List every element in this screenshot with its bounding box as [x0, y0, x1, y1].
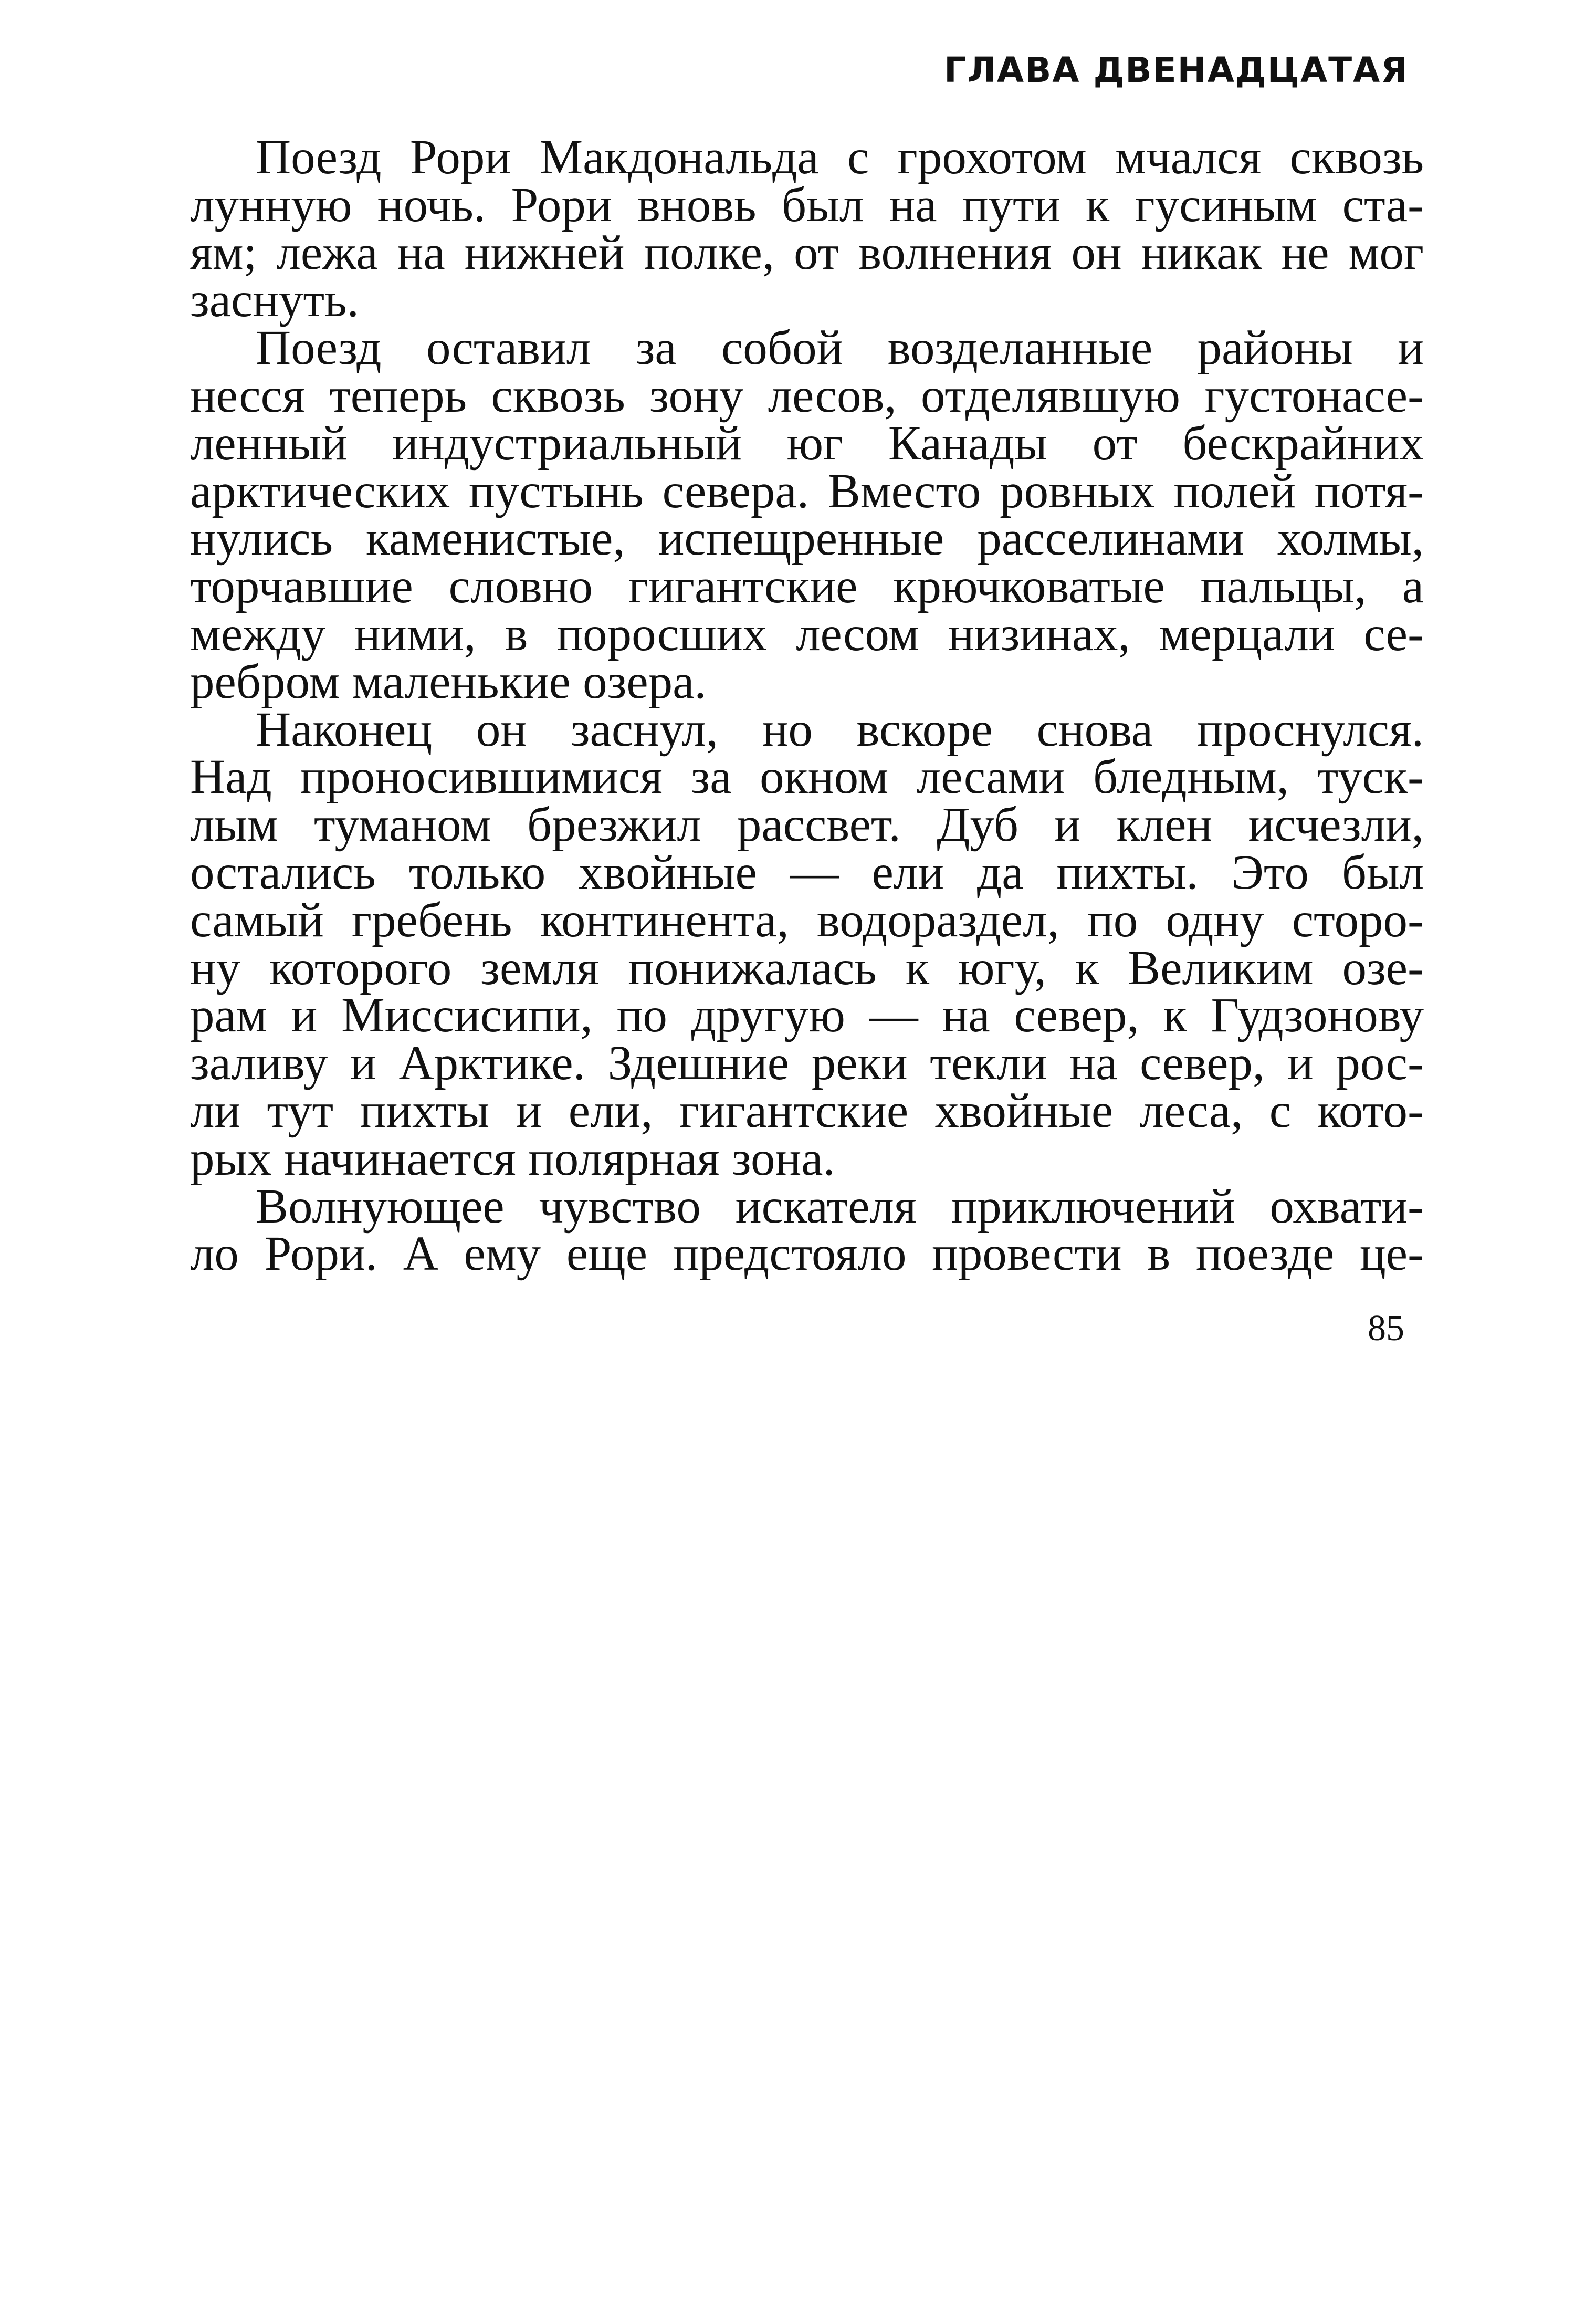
text-line: Над проносившимися за окном лесами бледным, туск- — [190, 750, 1424, 805]
text-line: лунную ночь. Рори вновь был на пути к гусиным ста- — [190, 177, 1424, 232]
text-line: Поезд Рори Макдональда с грохотом мчался сквозь — [256, 130, 1424, 184]
body-text — [190, 130, 1424, 1281]
paragraph — [190, 321, 1424, 709]
text-line: ло Рори. А ему еще предстояло провести в поезде це- — [190, 1227, 1424, 1281]
text-line: Волнующее чувство искателя приключений охвати- — [256, 1179, 1424, 1234]
paragraph — [190, 1179, 1424, 1281]
text-line: рам и Миссисипи, по другую — на север, к Гудзонову — [190, 988, 1424, 1043]
paragraph — [190, 130, 1424, 328]
text-line: рых начинается полярная зона. — [190, 1131, 835, 1186]
text-line: несся теперь сквозь зону лесов, отделявшую густонасе- — [190, 368, 1424, 423]
text-line: арктических пустынь севера. Вместо ровных полей потя- — [190, 464, 1424, 518]
text-line: заливу и Арктике. Здешние реки текли на север, и рос- — [190, 1036, 1424, 1091]
text-line: ну которого земля понижалась к югу, к Великим озе- — [190, 941, 1424, 995]
text-line: ленный индустриальный юг Канады от бескрайних — [190, 416, 1424, 471]
text-line: торчавшие словно гигантские крючковатые пальцы, а — [190, 559, 1424, 614]
text-line: остались только хвойные — ели да пихты. Это был — [190, 845, 1424, 900]
text-line: нулись каменистые, испещренные расселинами холмы, — [190, 511, 1424, 566]
text-line: Наконец он заснул, но вскоре снова проснулся. — [256, 702, 1424, 757]
text-line: между ними, в поросших лесом низинах, мерцали се- — [190, 607, 1424, 661]
running-head: ГЛАВА ДВЕНАДЦАТАЯ — [944, 50, 1409, 90]
text-line: заснуть. — [190, 273, 359, 328]
text-line: ям; лежа на нижней полке, от волнения он никак не мог — [190, 225, 1424, 280]
text-line: Поезд оставил за собой возделанные районы и — [256, 321, 1424, 375]
text-line: самый гребень континента, водораздел, по одну сторо- — [190, 893, 1424, 947]
text-line: ли тут пихты и ели, гигантские хвойные леса, с кото- — [190, 1083, 1424, 1138]
text-line: ребром маленькие озера. — [190, 654, 707, 709]
page-number: 85 — [1368, 1308, 1404, 1349]
paragraph — [190, 702, 1424, 1186]
text-line: лым туманом брезжил рассвет. Дуб и клен исчезли, — [190, 798, 1424, 852]
